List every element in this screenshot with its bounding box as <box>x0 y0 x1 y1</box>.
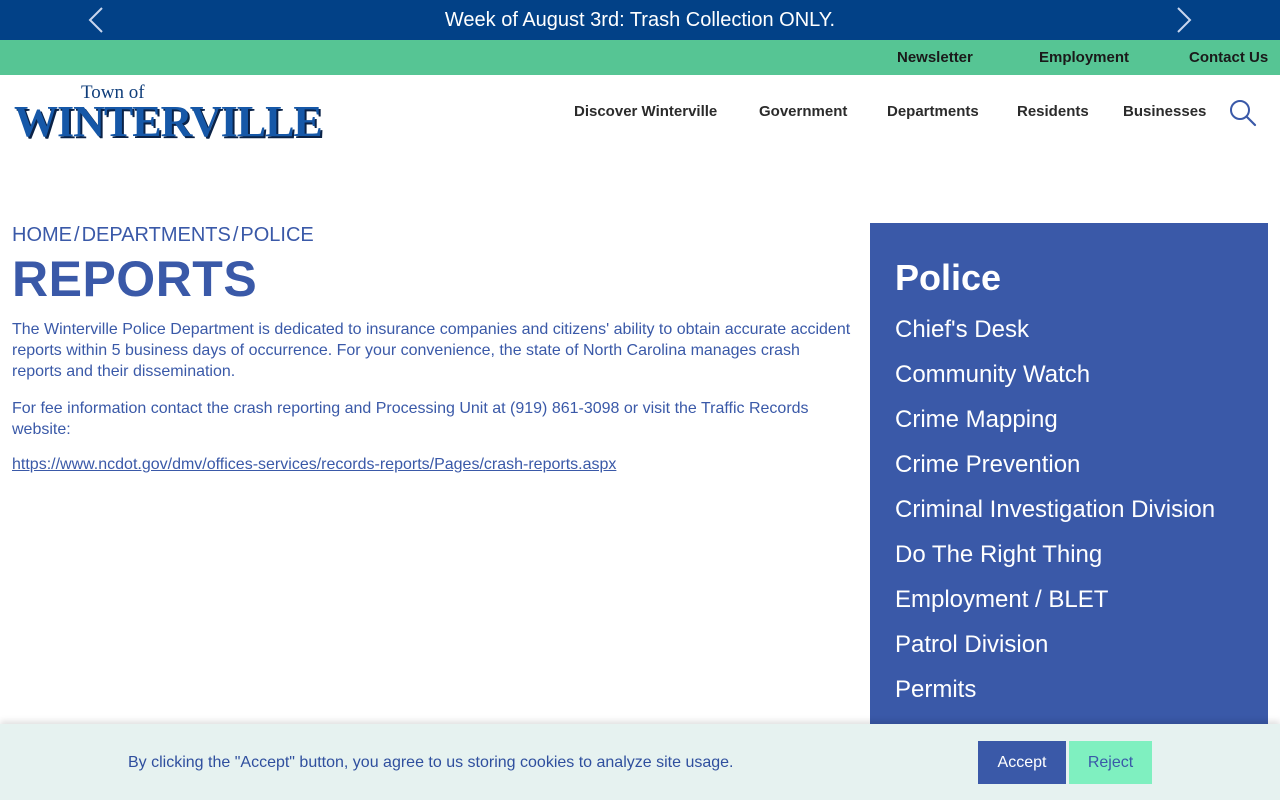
utility-bar <box>0 40 1280 75</box>
sidebar-item-employment-blet[interactable]: Employment / BLET <box>895 586 1109 613</box>
nav-discover-winterville[interactable]: Discover Winterville <box>574 103 718 120</box>
sidebar-item-patrol-division[interactable]: Patrol Division <box>895 631 1049 658</box>
fee-info-paragraph: For fee information contact the crash reporting and Processing Unit at (919) 861-3098 or visit the Traffic Records website: <box>12 400 809 438</box>
sidebar-item-do-the-right-thing[interactable]: Do The Right Thing <box>895 541 1103 568</box>
sidebar-title[interactable]: Police <box>895 257 1002 298</box>
sidebar-item-criminal-investigation[interactable]: Criminal Investigation Division <box>895 496 1216 523</box>
intro-paragraph: The Winterville Police Department is dedicated to insurance companies and citizens' ability to obtain accurate accident reports within 5 business days of occurrence. For your convenience, the state of North Carolina manages crash reports and their dissemination. <box>12 321 851 380</box>
alert-message[interactable]: Week of August 3rd: Trash Collection ONLY. <box>444 9 836 31</box>
nav-residents[interactable]: Residents <box>1017 103 1089 120</box>
sidebar-item-crime-mapping[interactable]: Crime Mapping <box>895 406 1058 433</box>
sidebar-item-community-watch[interactable]: Community Watch <box>895 361 1091 388</box>
newsletter-link[interactable]: Newsletter <box>897 49 973 66</box>
cookie-banner <box>0 724 1280 800</box>
page-title: REPORTS <box>12 251 258 307</box>
logo-winterville: WINTERVILLE <box>14 97 322 146</box>
chevron-right-icon[interactable] <box>1170 6 1198 34</box>
logo-town-of: Town of <box>81 82 145 103</box>
employment-link[interactable]: Employment <box>1039 49 1130 66</box>
breadcrumb-police[interactable]: POLICE <box>240 224 314 246</box>
sidebar-item-chiefs-desk[interactable]: Chief's Desk <box>895 316 1029 343</box>
breadcrumb <box>12 224 314 247</box>
cookie-message: By clicking the "Accept" button, you agree to us storing cookies to analyze site usage. <box>128 754 734 771</box>
contact-us-link[interactable]: Contact Us <box>1189 49 1269 66</box>
nav-departments[interactable]: Departments <box>887 103 979 120</box>
breadcrumb-separator: / <box>232 224 239 246</box>
sidebar-item-crime-prevention[interactable]: Crime Prevention <box>895 451 1081 478</box>
nav-government[interactable]: Government <box>759 103 848 120</box>
sidebar-item-permits[interactable]: Permits <box>895 676 977 703</box>
nav-businesses[interactable]: Businesses <box>1123 103 1207 120</box>
breadcrumb-home[interactable]: HOME <box>12 224 72 246</box>
traffic-records-link[interactable]: https://www.ncdot.gov/dmv/offices-services/records-reports/Pages/crash-reports.aspx <box>12 456 617 473</box>
site-logo[interactable] <box>14 82 322 146</box>
breadcrumb-departments[interactable]: DEPARTMENTS <box>81 224 231 246</box>
accept-cookies-button[interactable]: Accept <box>978 741 1066 784</box>
reject-cookies-button[interactable]: Reject <box>1069 741 1152 784</box>
breadcrumb-separator: / <box>74 224 80 246</box>
alert-bar <box>0 0 1280 40</box>
search-icon[interactable] <box>1228 98 1258 128</box>
police-sidebar <box>870 223 1268 800</box>
